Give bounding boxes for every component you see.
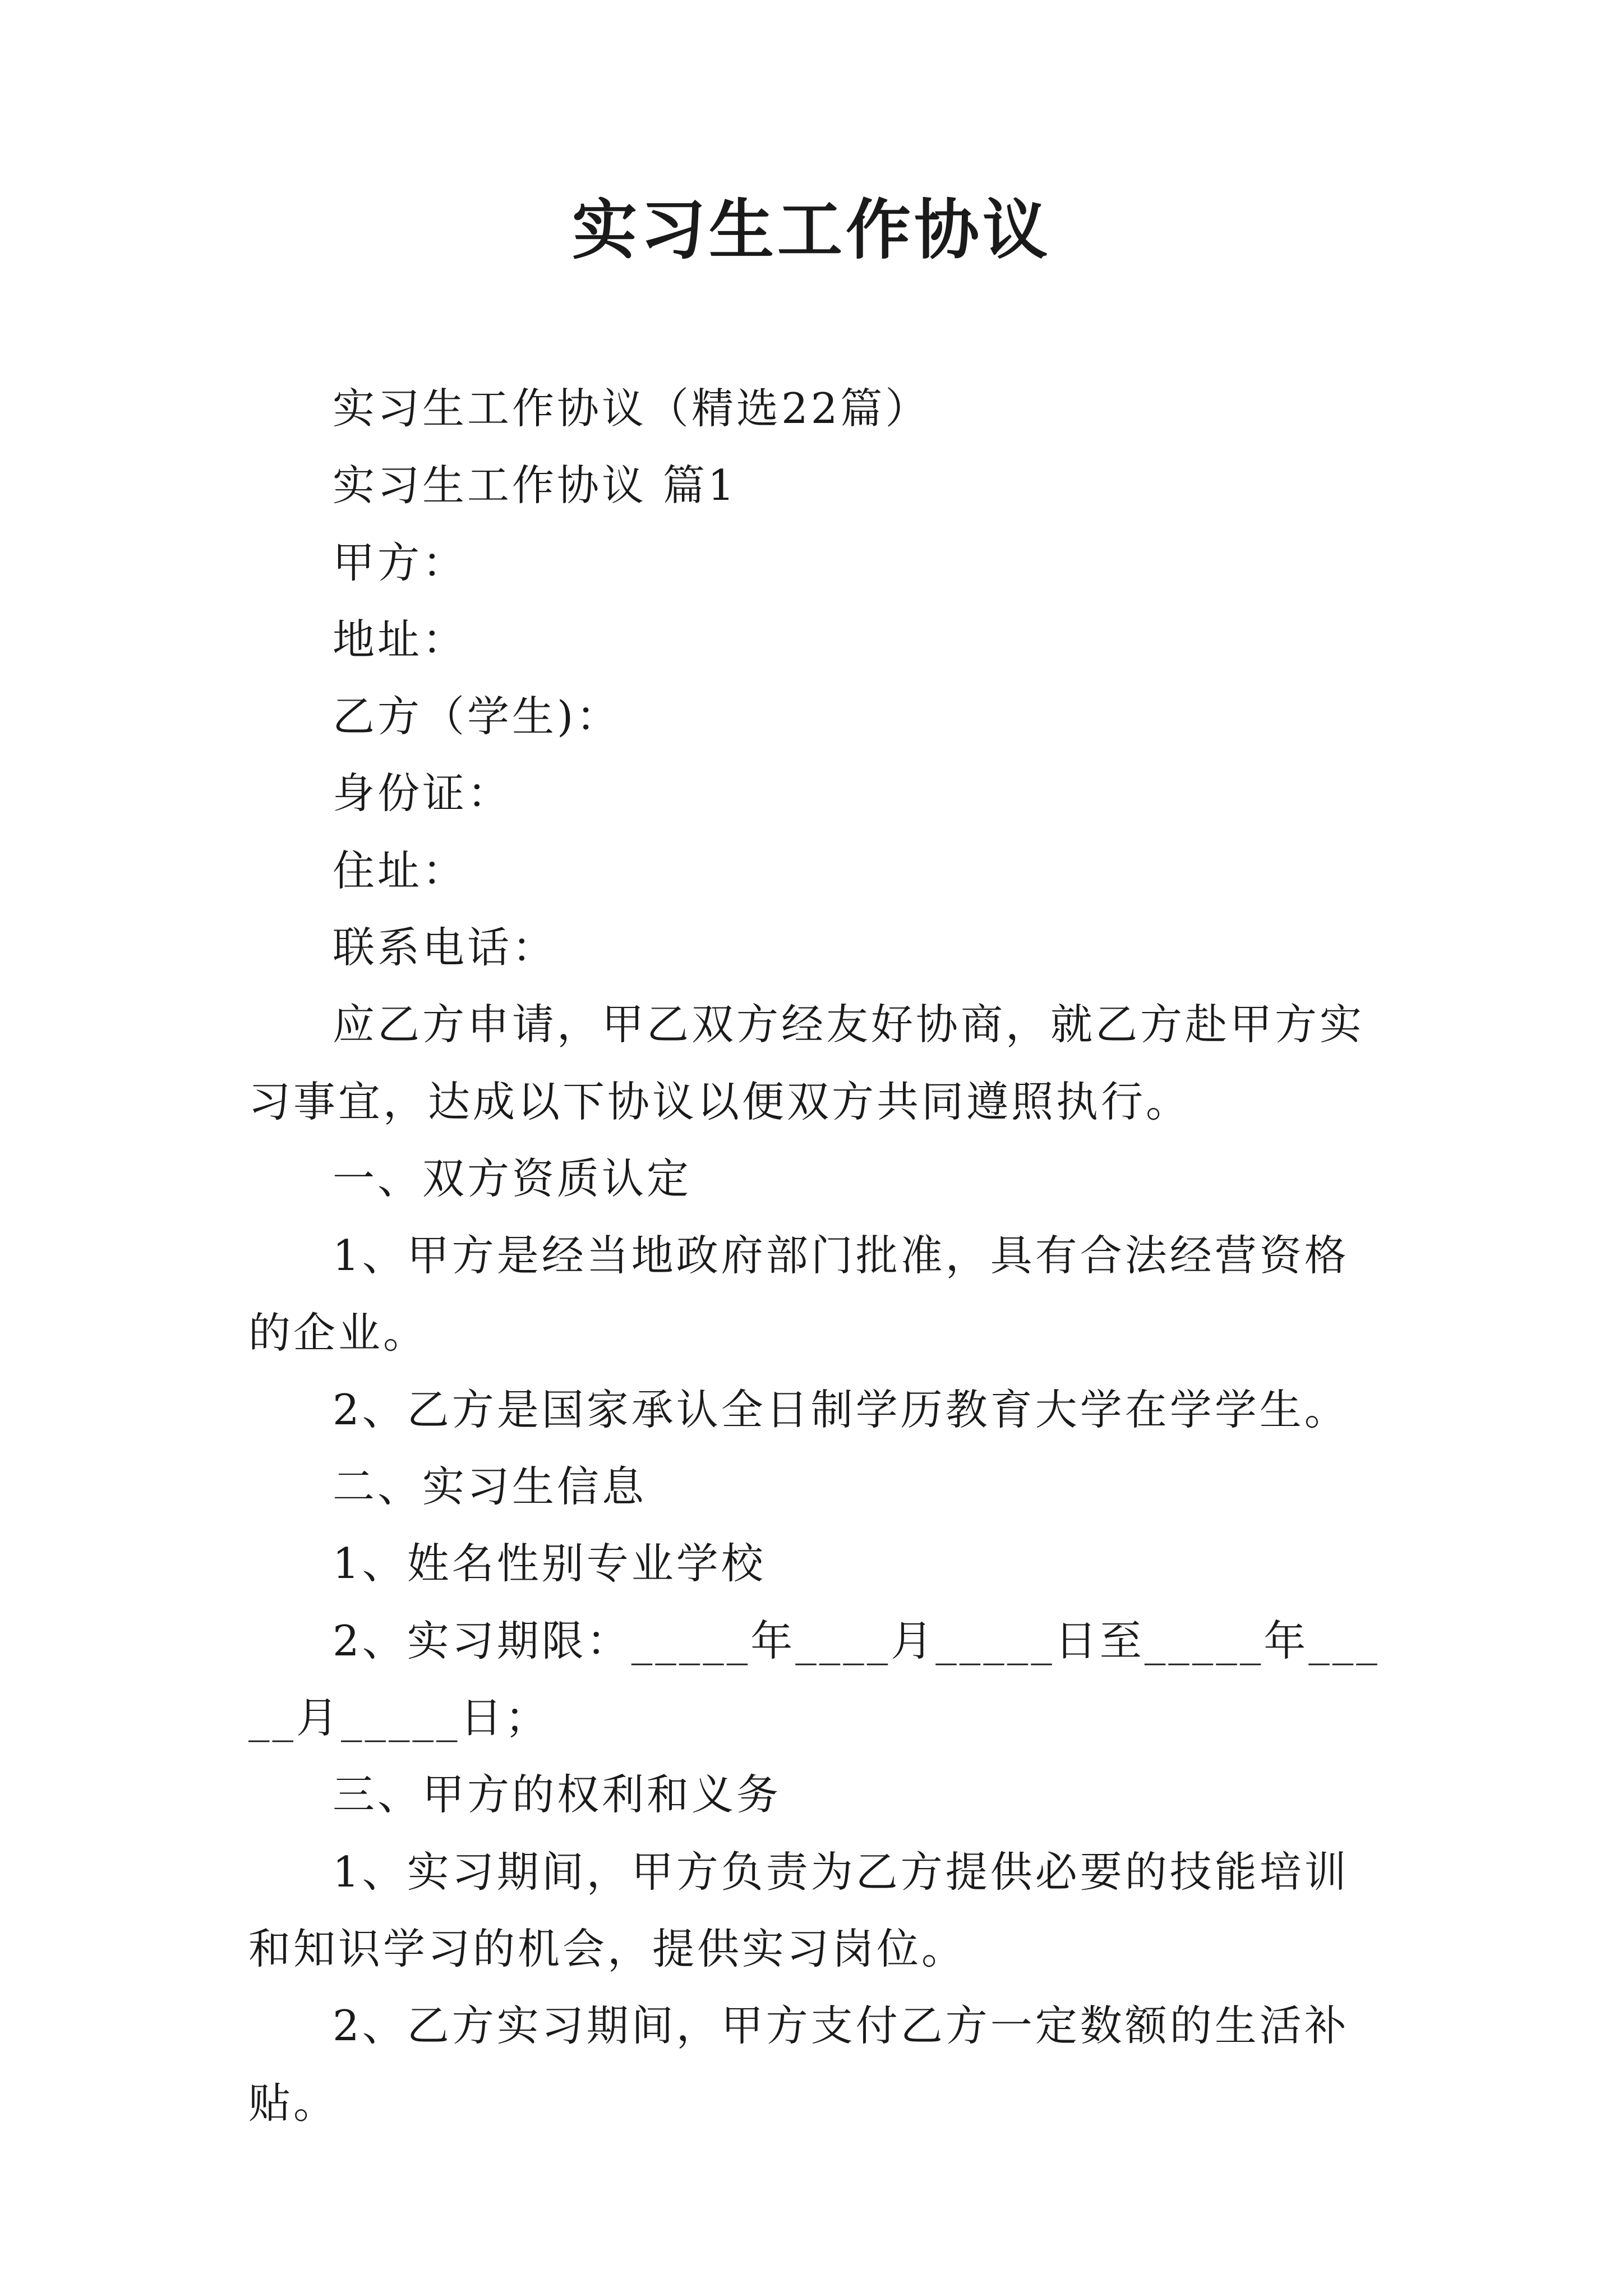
paragraph-clause-1-1: 1、甲方是经当地政府部门批准，具有合法经营资格的企业。 <box>248 1231 1349 1358</box>
paragraph-phone: 联系电话： <box>333 923 557 973</box>
paragraph-party-b: 乙方（学生)： <box>333 692 621 742</box>
paragraph-heading-2: 二、实习生信息 <box>333 1462 647 1512</box>
paragraph-subtitle: 实习生工作协议（精选22篇） <box>333 384 930 433</box>
paragraph-residence: 住址： <box>333 845 468 895</box>
paragraph-clause-3-2: 2、乙方实习期间，甲方支付乙方一定数额的生活补贴。 <box>248 2001 1349 2128</box>
paragraph-clause-1-2: 2、乙方是国家承认全日制学历教育大学在学学生。 <box>333 1384 1349 1434</box>
paragraph-heading-3: 三、甲方的权利和义务 <box>333 1770 782 1820</box>
paragraph-address: 地址： <box>333 614 468 664</box>
paragraph-clause-2-2: 2、实习期限：_____年____月_____日至_____年_____月_____日； <box>248 1616 1380 1743</box>
paragraph-section-heading: 实习生工作协议 篇1 <box>333 461 737 510</box>
paragraph-preamble: 应乙方申请，甲乙双方经友好协商，就乙方赴甲方实习事宜，达成以下协议以便双方共同遵照执行。 <box>248 1000 1365 1126</box>
paragraph-heading-1: 一、双方资质认定 <box>333 1153 692 1203</box>
document-title: 实习生工作协议 <box>572 192 1051 268</box>
paragraph-clause-3-1: 1、实习期间，甲方负责为乙方提供必要的技能培训和知识学习的机会，提供实习岗位。 <box>248 1847 1349 1973</box>
paragraph-party-a: 甲方： <box>333 537 468 587</box>
paragraph-clause-2-1: 1、姓名性别专业学校 <box>333 1539 766 1589</box>
paragraph-id-card: 身份证： <box>333 769 513 818</box>
document-body <box>248 370 1381 2142</box>
